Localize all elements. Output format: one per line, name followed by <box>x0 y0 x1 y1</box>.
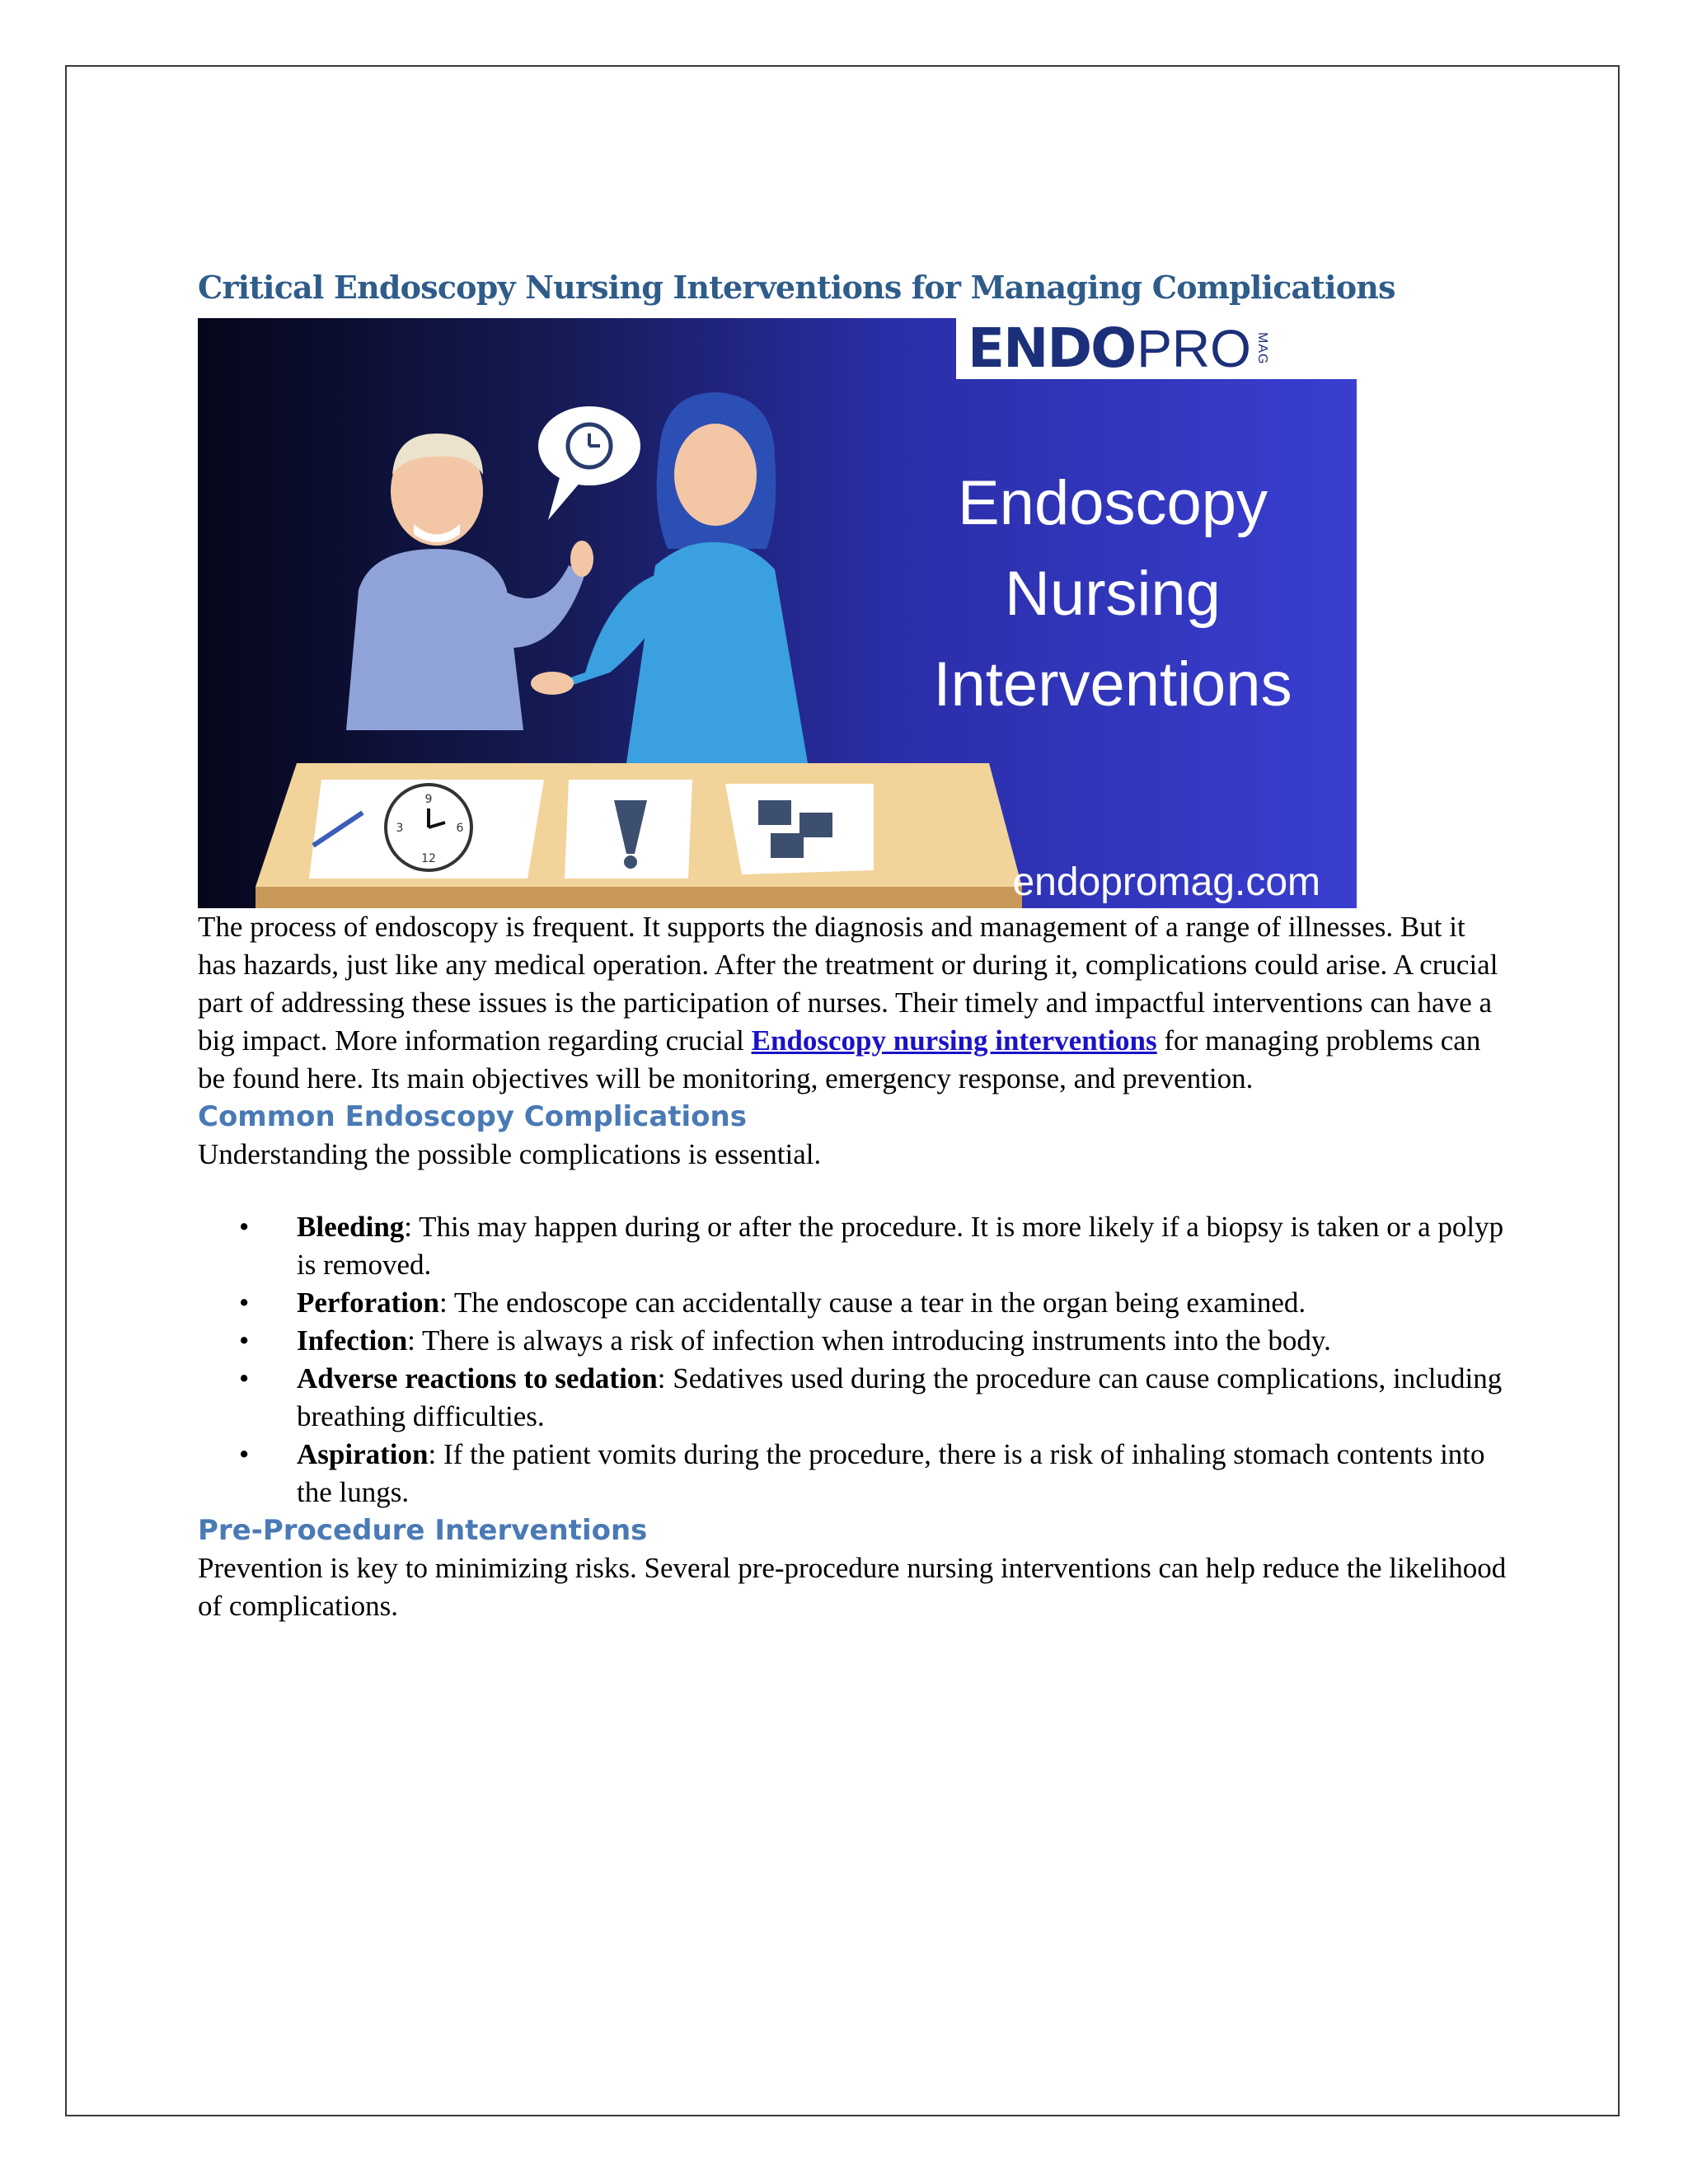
hero-site-url: endopromag.com <box>1012 860 1320 904</box>
list-item <box>239 1360 1508 1436</box>
endopro-logo <box>956 318 1357 379</box>
bullet-icon: • <box>239 1362 250 1394</box>
list-item-text: : The endoscope can accidentally cause a tear in the organ being examined. <box>438 1286 1306 1319</box>
list-item-term: Adverse reactions to sedation <box>297 1362 658 1394</box>
logo-mag-text: MAG <box>1254 332 1269 365</box>
section-heading-pre-procedure: Pre-Procedure Interventions <box>198 1514 648 1547</box>
list-item-text: : Sedatives used during the procedure can cause complications, including breathing difficulties. <box>297 1362 1503 1432</box>
bullet-icon: • <box>239 1438 250 1470</box>
list-item <box>239 1436 1508 1511</box>
list-item <box>239 1284 1508 1322</box>
clock-number: 12 <box>421 852 436 865</box>
list-item-term: Aspiration <box>297 1438 429 1470</box>
hero-heading-line: Nursing <box>1005 559 1221 629</box>
document-content <box>198 257 1508 1625</box>
table-edge <box>256 887 1022 908</box>
nurse-head <box>674 424 757 526</box>
list-item <box>239 1208 1508 1284</box>
list-item-text: : There is always a risk of infection when introducing instruments into the body. <box>407 1324 1331 1357</box>
nurse-uniform <box>626 542 808 763</box>
intro-paragraph <box>198 908 1508 1098</box>
endoscopy-interventions-link[interactable]: Endoscopy nursing interventions <box>751 1024 1157 1057</box>
patient-shirt <box>346 549 523 730</box>
logo-endo-text: ENDO <box>968 318 1136 380</box>
complications-list <box>198 1208 1508 1511</box>
list-item-term: Infection <box>297 1324 408 1357</box>
section-lead: Prevention is key to minimizing risks. Several pre-procedure nursing interventions can help reduce the likelihood of complications. <box>198 1552 1507 1622</box>
list-item-text: : This may happen during or after the procedure. It is more likely if a biopsy is taken or a polyp is removed. <box>297 1211 1504 1281</box>
hero-heading-line: Endoscopy <box>957 468 1268 538</box>
section-heading-complications: Common Endoscopy Complications <box>198 1100 747 1133</box>
clock-number: 6 <box>456 822 464 835</box>
bullet-icon: • <box>239 1286 250 1319</box>
clock-number: 9 <box>424 793 433 806</box>
puzzle-icon <box>758 800 791 825</box>
clock-number: 3 <box>396 822 404 835</box>
bullet-icon: • <box>239 1211 250 1243</box>
intro-text: The process of endoscopy is frequent. It supports the diagnosis and management of a range of illnesses. But it has hazards, just like any medical operation. After the treatment or during it, complications could arise. A crucial part of addressing these issues is the participation of nurses. Their timely and impactful interventions can have a big impact. More information regarding crucial <box>198 911 1498 1057</box>
section-lead: Understanding the possible complications is essential. <box>198 1138 822 1170</box>
logo-pro-text: PRO <box>1137 319 1251 378</box>
list-item-text: : If the patient vomits during the procedure, there is a risk of inhaling stomach contents into the lungs. <box>297 1438 1485 1508</box>
article-title: Critical Endoscopy Nursing Interventions for Managing Complications <box>198 269 1395 306</box>
bullet-icon: • <box>239 1324 250 1357</box>
list-item-term: Bleeding <box>297 1211 405 1243</box>
hero-image <box>198 318 1357 908</box>
intro-text: for managing problems can be found here. Its main objectives will be monitoring, emergency response, and prevention. <box>198 1024 1481 1094</box>
list-item-term: Perforation <box>297 1286 439 1319</box>
hero-heading <box>874 458 1352 730</box>
hero-heading-line: Interventions <box>933 649 1292 719</box>
list-item <box>239 1322 1508 1360</box>
